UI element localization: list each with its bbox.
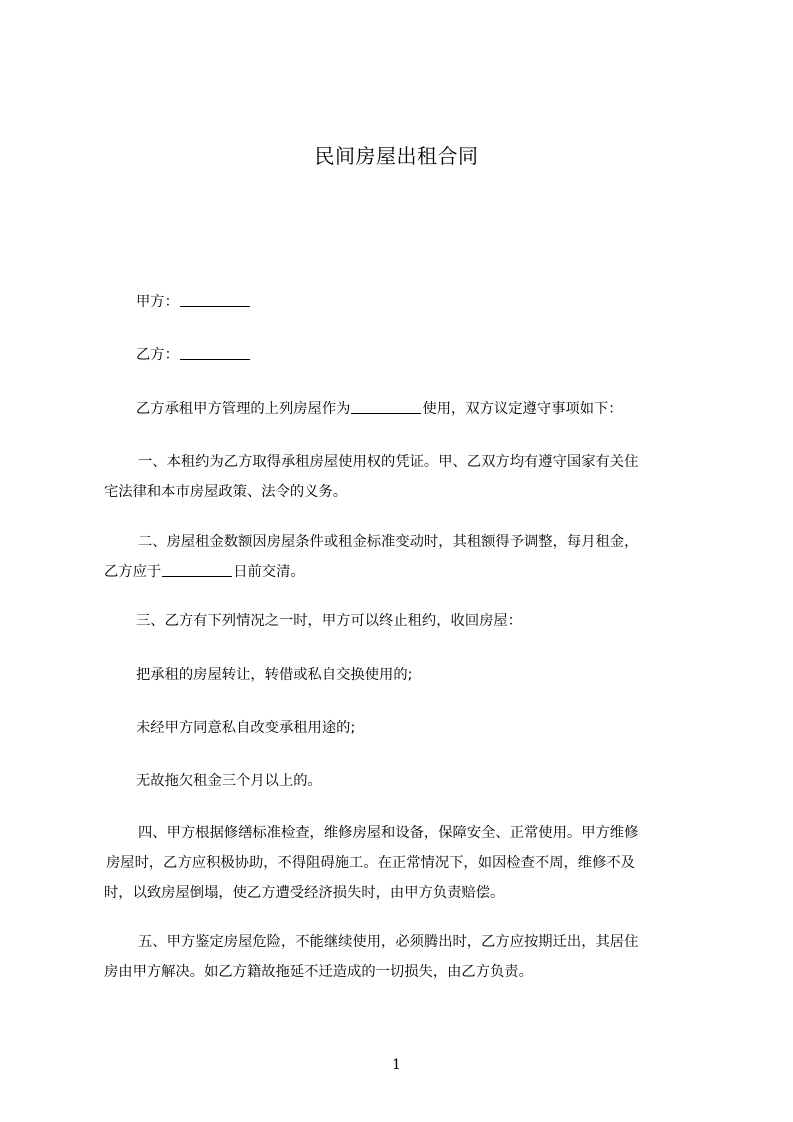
clause-3-item-2-text: 未经甲方同意私自改变承租用途的; [136, 720, 356, 736]
party-a-label: 甲方： [136, 294, 179, 310]
clause-4 [104, 818, 704, 908]
clause-3-item-3 [104, 766, 704, 796]
party-a-blank[interactable] [180, 292, 250, 307]
clause-3-item-1-text: 把承租的房屋转让，转借或私自交换使用的; [136, 667, 413, 683]
party-b-blank[interactable] [180, 345, 250, 360]
clause-4-line-1: 四、甲方根据修缮标准检查，维修房屋和设备，保障安全、正常使用。甲方维修 [138, 825, 639, 841]
clause-2-line-1: 二、房屋租金数额因房屋条件或租金标准变动时，其租额得予调整，每月租金， [138, 534, 639, 550]
document-title: 民间房屋出租合同 [314, 144, 479, 168]
party-a-line [104, 287, 704, 317]
clause-2-line-2 [104, 557, 704, 587]
clause-2-line-2-after: 日前交清。 [233, 564, 305, 580]
clause-1-line-1: 一、本租约为乙方取得承租房屋使用权的凭证。甲、乙双方均有遵守国家有关住 [138, 454, 639, 470]
clause-3-item-3-text: 无故拖欠租金三个月以上的。 [136, 773, 322, 789]
intro-paragraph [104, 394, 704, 424]
clause-5-line-2: 房由甲方解决。如乙方籍故拖延不迁造成的一切损失，由乙方负责。 [104, 964, 533, 980]
clause-1-line-2: 宅法律和本市房屋政策、法令的义务。 [104, 484, 348, 500]
clause-4-line-2: 房屋时，乙方应积极协助，不得阻碍施工。在正常情况下，如因检查不周，维修不及 [106, 855, 635, 871]
clause-4-line-3: 时，以致房屋倒塌，使乙方遭受经济损失时，由甲方负责赔偿。 [104, 885, 505, 901]
clause-5 [104, 927, 704, 987]
clause-3-heading [104, 606, 704, 636]
clause-2-blank[interactable] [162, 562, 232, 577]
clause-2 [104, 527, 704, 587]
party-b-line [104, 340, 704, 370]
intro-blank[interactable] [351, 399, 421, 414]
clause-2-line-2-before: 乙方应于 [104, 564, 162, 580]
intro-before: 乙方承租甲方管理的上列房屋作为 [136, 401, 351, 417]
clause-3-item-1 [104, 660, 704, 690]
clause-1 [104, 447, 704, 507]
clause-3-line-1: 三、乙方有下列情况之一时，甲方可以终止租约，收回房屋： [136, 613, 523, 629]
party-b-label: 乙方： [136, 347, 179, 363]
clause-5-line-1: 五、甲方鉴定房屋危险，不能继续使用，必须腾出时，乙方应按期迁出，其居住 [138, 934, 639, 950]
page-number: 1 [392, 1057, 401, 1073]
clause-3-item-2 [104, 713, 704, 743]
intro-after: 使用，双方议定遵守事项如下： [422, 401, 623, 417]
